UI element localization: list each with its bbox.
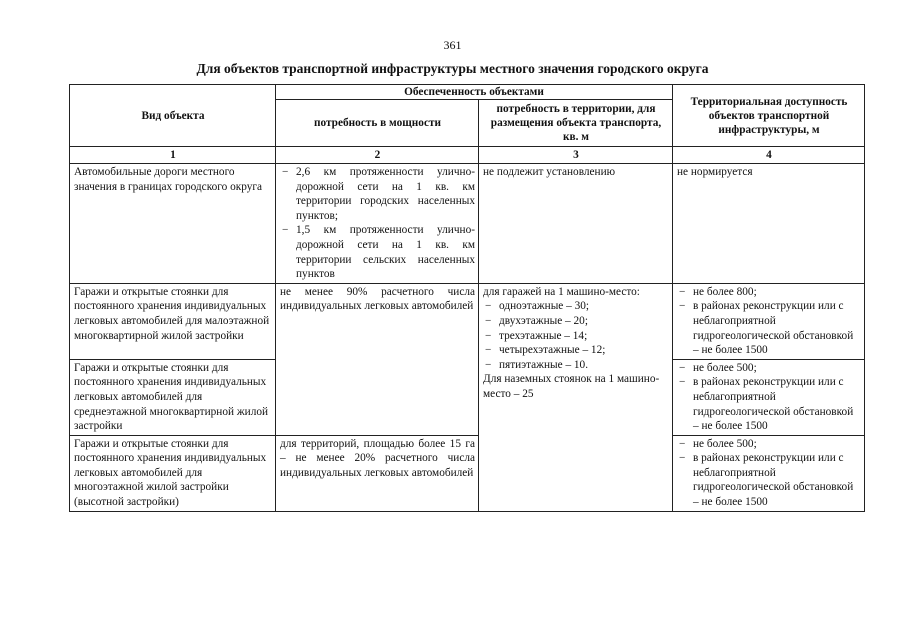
table-row-garages-highrise xyxy=(70,435,865,511)
header-accessibility: Территориальная доступность объектов транспортной инфраструктуры, м xyxy=(673,85,865,147)
capacity-cell: не менее 90% расчетного числа индивидуальных легковых автомобилей xyxy=(276,283,479,435)
standards-table xyxy=(69,84,865,512)
list-item: − не более 800; xyxy=(677,285,861,300)
accessibility-cell xyxy=(673,359,865,435)
floors-list xyxy=(483,299,669,372)
object-cell: Гаражи и открытые стоянки для постоянного хранения индивидуальных легковых автомобилей для малоэтажной многоквартирной жилой застройки xyxy=(70,283,276,359)
column-number: 2 xyxy=(276,147,479,164)
accessibility-cell xyxy=(673,283,865,359)
header-territory: потребность в территории, для размещения объекта транспорта, кв. м xyxy=(479,100,673,147)
object-cell: Гаражи и открытые стоянки для постоянного хранения индивидуальных легковых автомобилей для многоэтажной жилой застройки (высотной застройки) xyxy=(70,435,276,511)
column-number: 1 xyxy=(70,147,276,164)
list-item: − в районах реконструкции или с неблагоприятной гидрогеологической обстановкой – не более 1500 xyxy=(677,299,861,357)
header-provision: Обеспеченность объектами xyxy=(276,85,673,100)
territory-cell: не подлежит установлению xyxy=(479,164,673,284)
object-cell: Гаражи и открытые стоянки для постоянного хранения индивидуальных легковых автомобилей для среднеэтажной многоквартирной жилой застройки xyxy=(70,359,276,435)
list-item: − пятиэтажные – 10. xyxy=(483,358,669,373)
list-item: − в районах реконструкции или с неблагоприятной гидрогеологической обстановкой – не более 1500 xyxy=(677,375,861,433)
list-item: − одноэтажные – 30; xyxy=(483,299,669,314)
accessibility-list xyxy=(677,437,861,510)
table-row-roads xyxy=(70,164,865,284)
column-number: 4 xyxy=(673,147,865,164)
territory-intro: для гаражей на 1 машино-место: xyxy=(483,285,640,298)
page-number: 361 xyxy=(443,38,462,52)
header-object-type: Вид объекта xyxy=(70,85,276,147)
header-row-1 xyxy=(70,85,865,100)
accessibility-list xyxy=(677,285,861,358)
table-row-garages-lowrise xyxy=(70,283,865,359)
list-item: − в районах реконструкции или с неблагоприятной гидрогеологической обстановкой – не более 1500 xyxy=(677,451,861,509)
capacity-cell xyxy=(276,164,479,284)
territory-cell xyxy=(479,283,673,511)
column-number: 3 xyxy=(479,147,673,164)
header-capacity: потребность в мощности xyxy=(276,100,479,147)
object-cell: Автомобильные дороги местного значения в границах городского округа xyxy=(70,164,276,284)
list-item: − четырехэтажные – 12; xyxy=(483,343,669,358)
list-item: − не более 500; xyxy=(677,437,861,452)
column-numbers-row xyxy=(70,147,865,164)
list-item: − 1,5 км протяженности улично-дорожной сети на 1 кв. км территории сельских населенных пунктов xyxy=(280,223,475,281)
capacity-cell: для территорий, площадью более 15 га – не менее 20% расчетного числа индивидуальных легковых автомобилей xyxy=(276,435,479,511)
list-item: − не более 500; xyxy=(677,361,861,376)
territory-outro: Для наземных стоянок на 1 машино-место – 25 xyxy=(483,373,660,400)
list-item: − 2,6 км протяженности улично-дорожной сети на 1 кв. км территории городских населенных пунктов; xyxy=(280,165,475,223)
list-item: − трехэтажные – 14; xyxy=(483,329,669,344)
accessibility-list xyxy=(677,361,861,434)
document-title: Для объектов транспортной инфраструктуры местного значения городского округа xyxy=(196,61,709,76)
capacity-list xyxy=(280,165,475,282)
accessibility-cell xyxy=(673,435,865,511)
list-item: − двухэтажные – 20; xyxy=(483,314,669,329)
accessibility-cell: не нормируется xyxy=(673,164,865,284)
